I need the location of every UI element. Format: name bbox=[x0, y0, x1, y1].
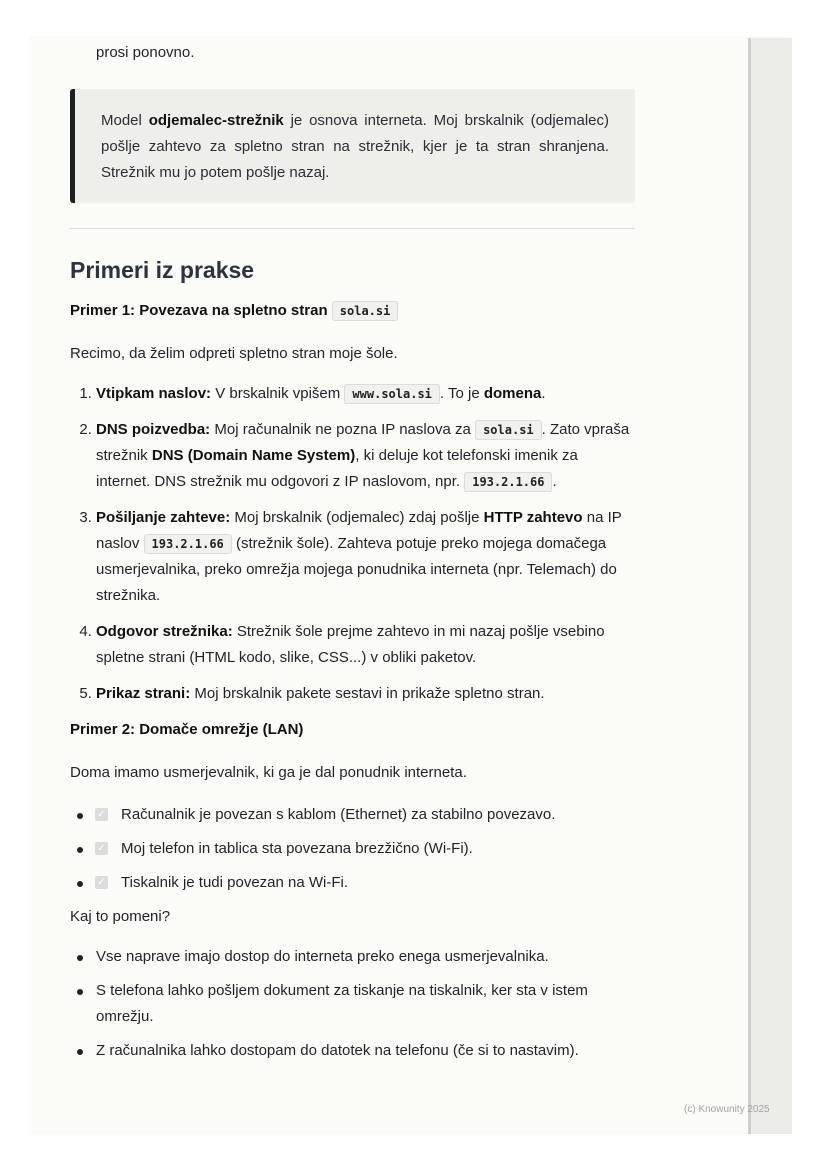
example-2-intro: Doma imamo usmerjevalnik, ki ga je dal ponudnik interneta. bbox=[70, 764, 467, 781]
checklist-text: Moj telefon in tablica sta povezana brezžično (Wi-Fi). bbox=[121, 840, 473, 857]
device-checklist bbox=[70, 802, 635, 896]
list-item bbox=[70, 1038, 635, 1064]
step-item bbox=[96, 381, 635, 407]
inline-code: 193.2.1.66 bbox=[144, 534, 232, 554]
step-label: DNS poizvedba: bbox=[96, 421, 211, 438]
inline-code: sola.si bbox=[475, 420, 542, 440]
step-text: . To je bbox=[439, 385, 484, 402]
step-item bbox=[96, 681, 635, 707]
checklist-text: Tiskalnik je tudi povezan na Wi-Fi. bbox=[121, 874, 349, 891]
section-divider bbox=[70, 228, 635, 229]
bullet-dot bbox=[77, 847, 83, 853]
example-1-heading-text: Primer 1: Povezava na spletno stran bbox=[70, 302, 328, 319]
checklist-item bbox=[70, 870, 635, 896]
step-item bbox=[96, 505, 635, 609]
meaning-list bbox=[70, 944, 635, 1064]
list-item-text: Vse naprave imajo dostop do interneta preko enega usmerjevalnika. bbox=[96, 948, 549, 965]
bullet-dot bbox=[77, 881, 83, 887]
inline-code: 193.2.1.66 bbox=[464, 472, 552, 492]
continued-text: prosi ponovno. bbox=[96, 44, 195, 61]
step-label: Pošiljanje zahteve: bbox=[96, 509, 231, 526]
bullet-dot bbox=[77, 1049, 83, 1055]
callout-text-post: je osnova interneta. Moj brskalnik (odjemalec) pošlje zahtevo za spletno stran na strežnik, kjer je ta stran shranjena. Strežnik mu jo potem pošlje nazaj. bbox=[101, 112, 609, 181]
step-item bbox=[96, 417, 635, 495]
step-text: na IP naslov bbox=[96, 509, 622, 552]
example-1-intro: Recimo, da želim odpreti spletno stran moje šole. bbox=[70, 345, 398, 362]
callout-bold-term: odjemalec-strežnik bbox=[148, 112, 284, 129]
callout-text-pre: Model bbox=[101, 112, 149, 129]
step-label: Prikaz strani: bbox=[96, 685, 191, 702]
step-item bbox=[96, 619, 635, 671]
document-content bbox=[70, 36, 635, 1072]
step-text: Moj brskalnik pakete sestavi in prikaže spletno stran. bbox=[190, 685, 545, 702]
list-item bbox=[70, 944, 635, 970]
list-item bbox=[70, 978, 635, 1030]
step-label: Vtipkam naslov: bbox=[96, 385, 212, 402]
step-bold-term: DNS (Domain Name System) bbox=[151, 447, 356, 464]
list-item-text: S telefona lahko pošljem dokument za tiskanje na tiskalnik, ker sta v istem omrežju. bbox=[96, 982, 588, 1025]
page-right-margin bbox=[748, 38, 792, 1134]
inline-code: www.sola.si bbox=[344, 384, 439, 404]
step-text: V brskalnik vpišem bbox=[211, 385, 345, 402]
step-bold-term: domena bbox=[483, 385, 542, 402]
step-bold-term: HTTP zahtevo bbox=[483, 509, 583, 526]
step-text: . Zato vpraša strežnik bbox=[96, 421, 630, 464]
margin-rule bbox=[748, 38, 751, 1134]
step-text: . bbox=[541, 385, 546, 402]
example-1-heading-code: sola.si bbox=[332, 301, 399, 321]
step-text: Moj računalnik ne pozna IP naslova za bbox=[210, 421, 476, 438]
bullet-dot bbox=[77, 813, 83, 819]
step-label: Odgovor strežnika: bbox=[96, 623, 233, 640]
step-text: . bbox=[552, 473, 557, 490]
checklist-item bbox=[70, 802, 635, 828]
example-1-steps bbox=[70, 381, 635, 707]
checklist-item bbox=[70, 836, 635, 862]
copyright-footer: (c) Knowunity 2025 bbox=[684, 1104, 770, 1115]
callout-box bbox=[70, 89, 635, 203]
checkbox-checked-icon[interactable]: ✓ bbox=[95, 876, 108, 889]
bullet-dot bbox=[77, 989, 83, 995]
checkbox-checked-icon[interactable]: ✓ bbox=[95, 808, 108, 821]
step-text: Moj brskalnik (odjemalec) zdaj pošlje bbox=[230, 509, 484, 526]
step-text: Strežnik šole prejme zahtevo in mi nazaj pošlje vsebino spletne strani (HTML kodo, slike, CSS...) v obliki paketov. bbox=[96, 623, 605, 666]
example-1-heading bbox=[70, 298, 635, 324]
step-text: (strežnik šole). Zahteva potuje preko mojega domačega usmerjevalnika, preko omrežja mojega ponudnika interneta (npr. Telemach) do strežnika. bbox=[96, 535, 617, 604]
list-item-text: Z računalnika lahko dostopam do datotek na telefonu (če si to nastavim). bbox=[96, 1042, 579, 1059]
checklist-text: Računalnik je povezan s kablom (Ethernet) za stabilno povezavo. bbox=[121, 806, 556, 823]
bullet-dot bbox=[77, 955, 83, 961]
question-text: Kaj to pomeni? bbox=[70, 908, 171, 925]
step-text: , ki deluje kot telefonski imenik za internet. DNS strežnik mu odgovori z IP naslovom, npr. bbox=[96, 447, 578, 490]
checkbox-checked-icon[interactable]: ✓ bbox=[95, 842, 108, 855]
section-title: Primeri iz prakse bbox=[70, 257, 255, 283]
example-2-heading: Primer 2: Domače omrežje (LAN) bbox=[70, 721, 304, 738]
